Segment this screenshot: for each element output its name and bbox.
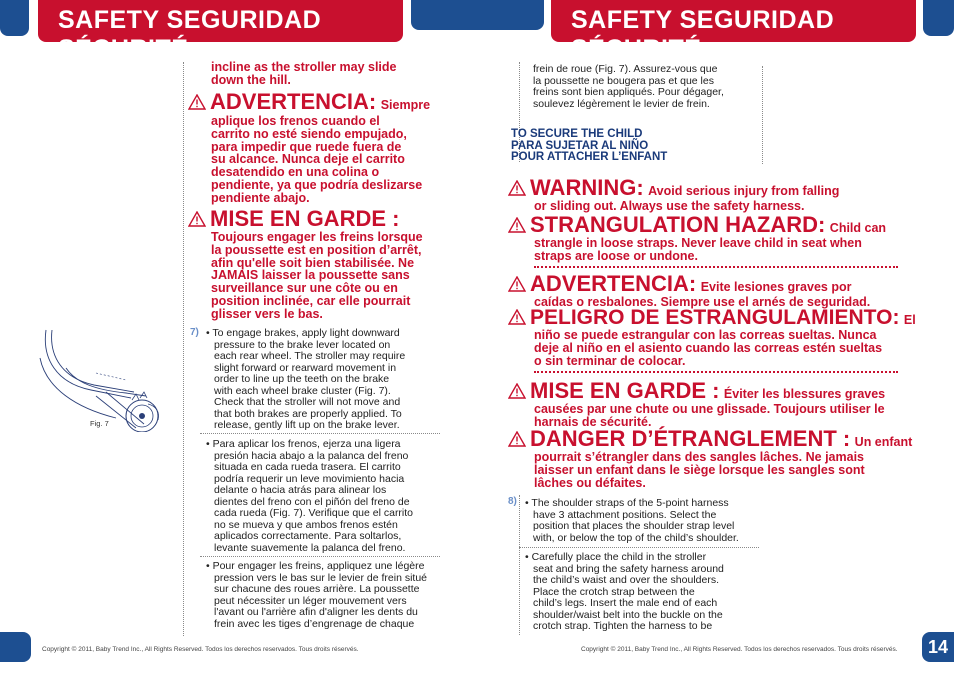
peligro-block <box>508 307 928 367</box>
text-line: pendiente abajo. <box>211 190 310 205</box>
incline-warning-text <box>211 61 397 87</box>
stroller-brake-illustration <box>36 328 164 432</box>
danger-block <box>508 428 928 489</box>
divider <box>519 547 759 548</box>
header-title-right: SAFETY SEGURIDAD SÉCURITÉ <box>571 6 835 63</box>
advertencia-heading: ADVERTENCIA: <box>530 271 697 296</box>
text-line: para impedir que ruede fuera de <box>211 139 402 154</box>
text-line: • Carefully place the child in the stroller <box>525 551 707 563</box>
text-line: JAMAIS laisser la poussette sans <box>211 268 410 283</box>
text-line: freins sont bien appliqués. Pour dégager, <box>533 86 724 98</box>
text-line: TO SECURE THE CHILD <box>511 128 643 140</box>
top-tab-left <box>0 0 29 36</box>
step-number-7: 7) <box>190 327 199 338</box>
text-line: peut nécessiter un léger mouvement vers <box>214 594 407 607</box>
warning-triangle-icon <box>508 217 526 233</box>
advertencia-heading: ADVERTENCIA: <box>210 89 377 114</box>
text-line: lâches ou défaites. <box>534 475 646 490</box>
top-tab-right <box>923 0 954 36</box>
text-line: o sin terminar de colocar. <box>534 353 686 368</box>
page-number: 14 <box>922 632 954 662</box>
text-line: the child’s waist and over the shoulders. <box>533 574 719 586</box>
text-line: slight forward or rearward movement in <box>214 361 397 374</box>
text-line: l'avant ou l'arrière afin d'aligner les dents du <box>214 606 418 618</box>
text-line: frein avec les tiges d’engrenage de chaque <box>214 617 415 630</box>
text-line: position that places the shoulder strap level <box>533 520 735 532</box>
text-line: order to line up the teeth on the brake <box>214 373 390 385</box>
advertencia-first-word: Siempre <box>380 98 431 112</box>
text-line: su alcance. Nunca deje el carrito <box>211 152 405 167</box>
step7-french <box>206 561 451 630</box>
text-line: frein de roue (Fig. 7). Assurez-vous que <box>533 63 718 75</box>
text-line: • Pour engager les freins, appliquez une légère <box>206 560 425 572</box>
warning-triangle-icon <box>188 211 206 227</box>
header-title-left: SAFETY SEGURIDAD SÉCURITÉ <box>58 6 322 63</box>
divider <box>200 433 440 434</box>
text-line: soulevez légèrement le levier de frein. <box>533 97 710 110</box>
text-line: Place the crotch strap between the <box>533 585 695 598</box>
danger-heading: DANGER D’ÉTRANGLEMENT : <box>530 426 851 451</box>
text-line: position inclinée, car elle pourrait <box>211 293 411 308</box>
text-line: pourrait s’étrangler dans des sangles lâches. Ne jamais <box>534 450 864 464</box>
divider <box>200 556 440 557</box>
step7-english <box>206 328 446 432</box>
text-line: with each wheel brake cluster (Fig. 7). <box>214 384 391 397</box>
strangulation-first-word: Child can <box>829 221 887 235</box>
top-tab-middle <box>411 0 544 30</box>
warning-triangle-icon <box>508 309 526 325</box>
text-line: release, gently lift up on the brake lever. <box>214 419 400 431</box>
step-number-8: 8) <box>508 496 517 507</box>
text-line: pression vers le bas sur le levier de frein situé <box>214 571 428 584</box>
divider <box>534 266 898 268</box>
warning-triangle-icon <box>508 383 526 399</box>
text-line: or sliding out. Always use the safety harness. <box>534 199 805 213</box>
text-line: causées par une chute ou une glissade. Toujours utiliser le <box>534 402 885 416</box>
page-header-left <box>38 0 403 63</box>
text-line: • To engage brakes, apply light downward <box>206 327 400 339</box>
text-line: carrito no esté siendo empujado, <box>211 126 407 141</box>
step7-spanish <box>206 439 446 554</box>
text-line: podría requerir un leve movimiento hacia <box>214 472 405 485</box>
footer-tab-left <box>0 632 31 662</box>
warning-first-line: Avoid serious injury from falling <box>648 184 840 198</box>
column-divider-right-c <box>519 495 520 635</box>
column-divider-left <box>183 62 184 636</box>
text-line: strangle in loose straps. Never leave child in seat when <box>534 236 862 250</box>
text-line: glisser vers le bas. <box>211 306 323 321</box>
warning-triangle-icon <box>508 431 526 447</box>
text-line: caídas o resbalones. Siempre use el arnés de seguridad. <box>534 295 871 309</box>
text-line: seat and bring the safety harness around <box>533 562 724 575</box>
warning-triangle-icon <box>508 276 526 292</box>
text-line: with, or below the top of the child’s shoulder. <box>533 531 739 544</box>
copyright-right: Copyright © 2011, Baby Trend Inc., All Rights Reserved. Todos los derechos reservados. Tous droits réservés. <box>581 646 898 653</box>
text-line: pressure to the brake lever located on <box>214 338 391 351</box>
text-line: no se mueva y que ambos frenos estén <box>214 518 398 531</box>
text-line: Toujours engager les freins lorsque <box>211 230 423 244</box>
strangulation-hazard-block <box>508 214 928 263</box>
text-line: delante o hacia atrás para alinear los <box>214 484 387 496</box>
peligro-first-word: El <box>903 313 916 327</box>
text-line: have 3 attachment positions. Select the <box>533 508 717 521</box>
advertencia-first-line: Evite lesiones graves por <box>700 280 852 294</box>
warning-heading: WARNING: <box>530 175 644 200</box>
peligro-heading: PELIGRO DE ESTRANGULAMIENTO: <box>530 306 900 329</box>
copyright-left: Copyright © 2011, Baby Trend Inc., All Rights Reserved. Todos los derechos reservados. Tous droits réservés. <box>42 646 359 653</box>
section-heading-secure-child <box>511 129 667 164</box>
text-line: sur chacune des roues arrière. La poussette <box>214 583 420 595</box>
text-line: aplicados correctamente. Para soltarlos, <box>214 530 402 542</box>
text-line: surveillance sur une côte ou en <box>211 281 398 296</box>
text-line: cada rueda (Fig. 7). Verifique que el carrito <box>214 507 414 519</box>
text-line: desatendido en una colina o <box>211 165 380 180</box>
strangulation-heading: STRANGULATION HAZARD: <box>530 212 826 237</box>
text-line: each rear wheel. The stroller may require <box>214 350 406 362</box>
step8-shoulder-straps <box>525 498 760 544</box>
text-line: • The shoulder straps of the 5-point harness <box>525 497 729 509</box>
text-line: deje al niño en el asiento cuando las correas estén sueltas <box>534 340 883 355</box>
text-line: situada en cada rueda trasera. El carrito <box>214 461 401 473</box>
text-line: laisser un enfant dans le siège lorsque les sangles sont <box>534 462 865 477</box>
mise-en-garde-block-right <box>508 380 928 429</box>
advertencia-block-left <box>188 91 453 205</box>
mise-en-garde-heading: MISE EN GARDE : <box>210 206 400 231</box>
text-line: levante suavemente la palanca del freno. <box>214 541 406 554</box>
warning-block <box>508 177 928 213</box>
text-line: that both brakes are properly applied. To <box>214 407 402 420</box>
text-line: presión hacia abajo a la palanca del freno <box>214 449 409 462</box>
mise-en-garde-heading: MISE EN GARDE : <box>530 378 720 403</box>
danger-first-word: Un enfant <box>854 435 913 449</box>
text-line: dientes del freno con el piñón del freno de <box>214 495 410 508</box>
text-line: aplique los frenos cuando el <box>211 114 380 128</box>
mise-en-garde-first-line: Éviter les blessures graves <box>723 387 886 401</box>
advertencia-block-right <box>508 273 928 309</box>
text-line: Check that the stroller will not move and <box>214 396 401 408</box>
mise-en-garde-block-left <box>188 208 453 321</box>
text-line: la poussette est en position d’arrêt, <box>211 242 422 257</box>
text-line: pendiente, ya que podría deslizarse <box>211 177 423 192</box>
text-line: straps are loose or undone. <box>534 248 698 263</box>
text-line: POUR ATTACHER L’ENFANT <box>511 151 668 163</box>
text-line: • Para aplicar los frenos, ejerza una ligera <box>206 438 401 450</box>
step7-french-continued <box>533 64 763 110</box>
text-line: niño se puede estrangular con las correas sueltas. Nunca <box>534 328 877 342</box>
text-line: afin qu'elle soit bien stabilisée. Ne <box>211 255 415 270</box>
warning-triangle-icon <box>188 94 206 110</box>
warning-triangle-icon <box>508 180 526 196</box>
text-line: shoulder/waist belt into the buckle on the <box>533 608 723 621</box>
text-line: crotch strap. Tighten the harness to be <box>533 620 713 632</box>
divider <box>534 371 898 373</box>
step8-place-child <box>525 552 760 633</box>
text-line: incline as the stroller may slide <box>211 60 397 74</box>
text-line: child’s legs. Insert the male end of each <box>533 597 718 609</box>
figure-label: Fig. 7 <box>90 419 109 428</box>
text-line: la poussette ne bougera pas et que les <box>533 74 714 87</box>
text-line: harnais de sécurité. <box>534 414 652 429</box>
text-line: PARA SUJETAR AL NIÑO <box>511 139 649 152</box>
text-line: down the hill. <box>211 72 291 87</box>
page-header-right <box>551 0 916 63</box>
